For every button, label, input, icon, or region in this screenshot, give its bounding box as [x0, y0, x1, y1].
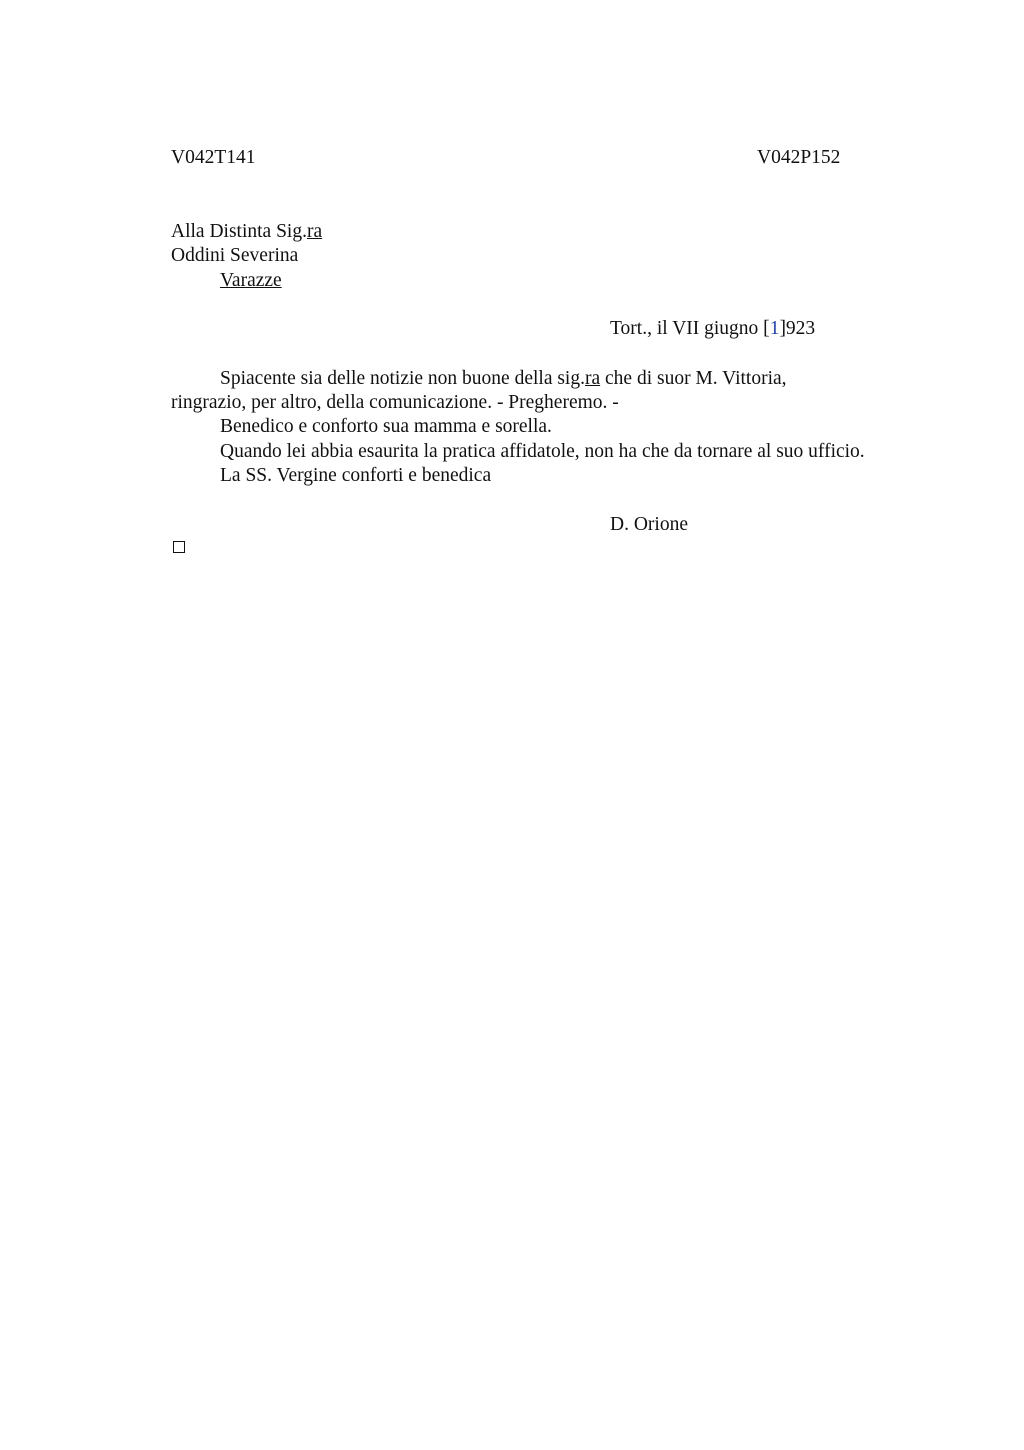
- body-paragraph-2: Benedico e conforto sua mamma e sorella.: [220, 416, 552, 437]
- body-paragraph-1-line-1: [220, 367, 787, 391]
- date-suffix: ]923: [779, 318, 816, 339]
- body-text: che di suor M. Vittoria,: [600, 368, 787, 389]
- date-editorial-digit: 1: [769, 318, 780, 339]
- document-code-right: V042P152: [757, 147, 841, 168]
- body-paragraph-4: La SS. Vergine conforti e benedica: [220, 465, 492, 486]
- empty-square-icon: [173, 541, 185, 553]
- signature: D. Orione: [610, 514, 688, 535]
- letter-date: [610, 317, 815, 341]
- body-abbrev: ra: [584, 368, 601, 389]
- address-salutation: [171, 220, 322, 244]
- body-paragraph-3: Quando lei abbia esaurita la pratica affidatole, non ha che da tornare al suo ufficio.: [220, 441, 865, 462]
- body-text: Spiacente sia delle notizie non buone della sig.: [220, 368, 585, 389]
- recipient-name: Oddini Severina: [171, 245, 299, 266]
- document-code-left: V042T141: [171, 147, 256, 168]
- body-paragraph-1-line-2: ringrazio, per altro, della comunicazione. - Pregheremo. -: [171, 392, 619, 413]
- date-prefix: Tort., il VII giugno [: [610, 318, 770, 339]
- salutation-text: Alla Distinta Sig.: [171, 221, 307, 242]
- salutation-abbrev: ra: [306, 221, 323, 242]
- recipient-city: Varazze: [220, 270, 282, 291]
